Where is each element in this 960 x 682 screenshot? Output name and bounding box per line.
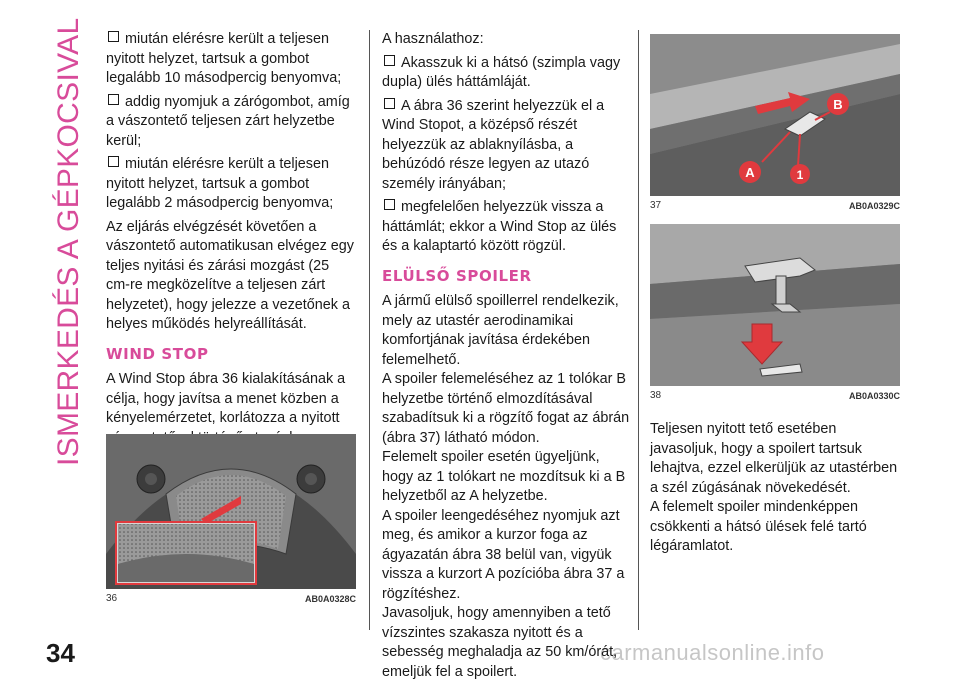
figure-38-caption bbox=[650, 390, 900, 401]
figure-code: AB0A0328C bbox=[304, 594, 356, 604]
figure-37-spoiler-lever-image bbox=[650, 34, 900, 196]
figure-number: 36 bbox=[106, 593, 118, 604]
bullet-item: addig nyomjuk a zárógombot, amíg a vászontető teljesen zárt helyzetbe kerül; bbox=[106, 93, 350, 149]
bullet-item: megfelelően helyezzük vissza a háttámlát; ekkor a Wind Stop az ülés és a kalaptartó között rögzül. bbox=[382, 199, 617, 254]
section-heading-wind-stop: WIND STOP bbox=[106, 344, 209, 363]
paragraph: A Wind Stop ábra 36 kialakításának a célja, hogy javítsa a menet közben a kényelemérzetet, korlátozza a nyitott bbox=[106, 371, 346, 426]
column-2 bbox=[382, 30, 632, 682]
figure-37-caption bbox=[650, 200, 900, 211]
column-1 bbox=[106, 30, 356, 491]
figure-36-wind-stop-image bbox=[106, 434, 356, 589]
checkbox-icon bbox=[108, 31, 119, 42]
paragraph: Felemelt spoiler esetén ügyeljünk, hogy az 1 tolókart ne mozdítsuk ki a B helyzetből az A helyzetbe. bbox=[382, 449, 626, 504]
checkbox-icon bbox=[108, 156, 119, 167]
paragraph: A spoiler leengedéséhez nyomjuk azt meg, és amikor a kurzor foga az ágyazatán ábra 38 belül van, vigyük vissza a kurzort A pozícióba ábra 37 a rögzítéshez. bbox=[382, 507, 625, 602]
paragraph: Az eljárás elvégzését követően a vászontető automatikusan elvégez egy teljes nyitási és zárási mozgást (25 cm-re megközelítve a teljesen zárt helyzetet), hogy jelezze a vezetőnek a helyes működés helyreállítását. bbox=[106, 218, 354, 332]
section-heading-front-spoiler: ELÜLSŐ SPOILER bbox=[382, 266, 532, 285]
paragraph: A felemelt spoiler mindenképpen csökkenti a hátsó ülések felé tartó légáramlatot. bbox=[650, 499, 867, 554]
side-chapter-title: ISMERKEDÉS A GÉPKOCSIVAL bbox=[52, 18, 85, 467]
bullet-item: miután elérésre került a teljesen nyitott helyzet, tartsuk a gombot legalább 10 másodpercig benyomva; bbox=[106, 31, 342, 86]
column-divider-2 bbox=[638, 30, 639, 630]
checkbox-icon bbox=[384, 55, 395, 66]
bullet-item: Akasszuk ki a hátsó (szimpla vagy dupla) ülés háttámláját. bbox=[382, 54, 621, 90]
paragraph: A jármű elülső spoillerrel rendelkezik, mely az utastér aerodinamikai komfortjának javítása érdekében felemelhető. bbox=[382, 293, 619, 368]
bullet-item: A ábra 36 szerint helyezzük el a Wind Stopot, a középső részét helyezzük az ablaknyílásba, a behúzódó része legyen az utazó személy irányában; bbox=[382, 97, 605, 192]
spoiler-lower-illustration bbox=[650, 224, 900, 386]
label-1: 1 bbox=[796, 168, 804, 182]
figure-38-spoiler-lower-image bbox=[650, 224, 900, 386]
paragraph: A spoiler felemeléséhez az 1 tolókar B helyzetbe történő elmozdításával szabadítsuk ki a rögzítő fogat az ábrán (ábra 37) látható módon. bbox=[382, 371, 630, 446]
page-number: 34 bbox=[46, 638, 75, 668]
column-divider-1 bbox=[369, 30, 370, 630]
figure-36-caption bbox=[106, 593, 356, 604]
label-a: A bbox=[745, 165, 755, 180]
paragraph: A használathoz: bbox=[382, 31, 484, 47]
label-b: B bbox=[833, 97, 843, 112]
figure-number: 37 bbox=[650, 200, 662, 211]
wind-stop-illustration bbox=[106, 434, 356, 589]
bullet-item: miután elérésre került a teljesen nyitott helyzet, tartsuk a gombot legalább 2 másodpercig benyomva; bbox=[106, 156, 334, 211]
checkbox-icon bbox=[384, 98, 395, 109]
spoiler-lever-illustration bbox=[650, 34, 900, 196]
checkbox-icon bbox=[108, 94, 119, 105]
figure-code: AB0A0330C bbox=[848, 391, 900, 401]
paragraph: Javasoljuk, hogy amennyiben a tető vízszintes szakasza nyitott és a sebesség meghaladja az 50 km/órát, emeljük fel a spoilert. bbox=[382, 605, 618, 680]
checkbox-icon bbox=[384, 199, 395, 210]
figure-number: 38 bbox=[650, 390, 662, 401]
paragraph: Teljesen nyitott tető esetében javasoljuk, hogy a spoilert tartsuk lehajtva, ezzel elkerüljük az utastérben a szél zúgásának növekedését. bbox=[650, 421, 898, 496]
watermark: carmanualsonline.info bbox=[600, 640, 825, 665]
figure-code: AB0A0329C bbox=[848, 201, 900, 211]
column-3 bbox=[650, 420, 900, 557]
